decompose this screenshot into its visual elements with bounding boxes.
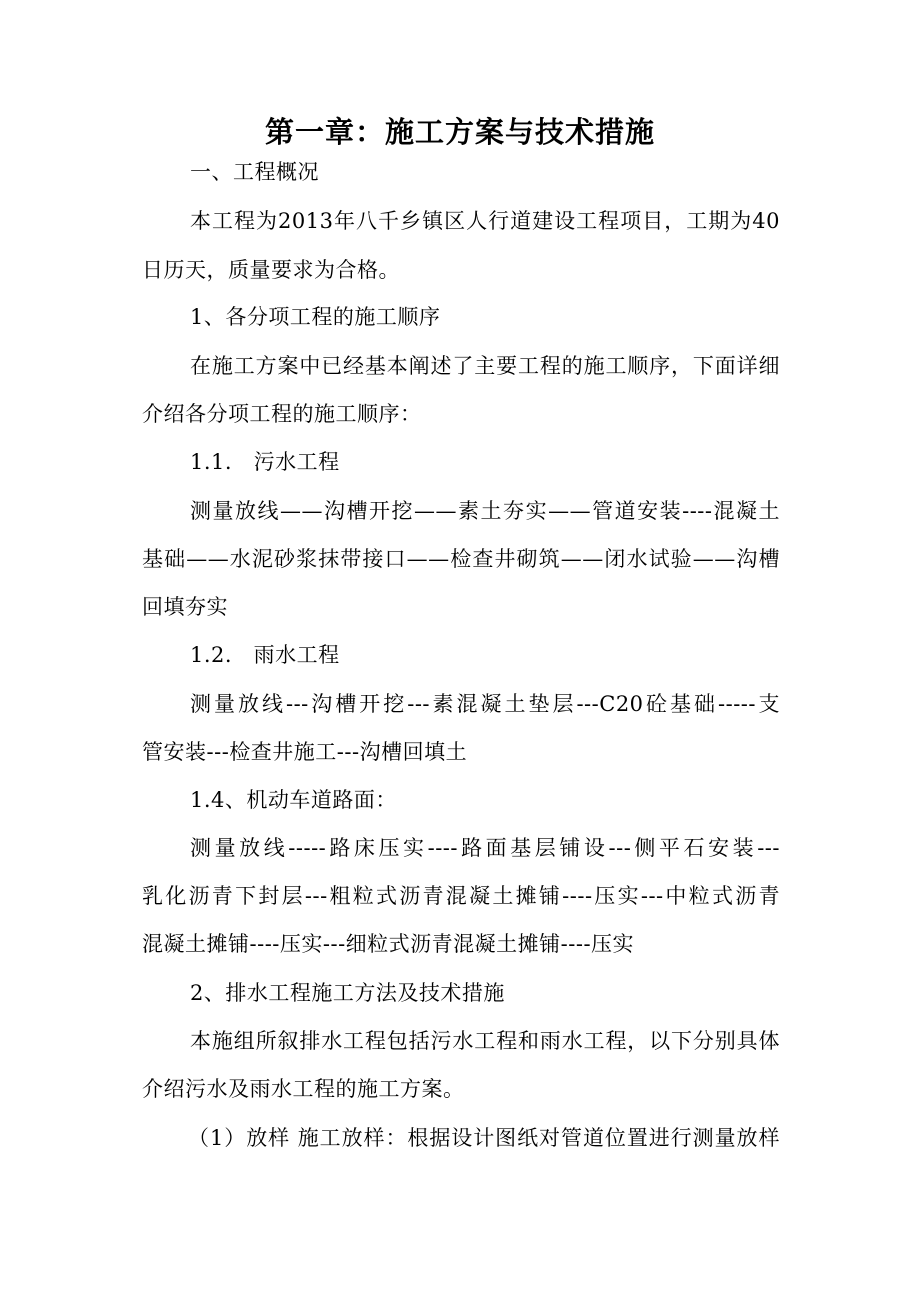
paragraph-line: 测量放线-----路床压实----路面基层铺设---侧平石安装--- (190, 836, 780, 860)
section-heading-drainage: 2、排水工程施工方法及技术措施 (190, 981, 505, 1005)
paragraph-line: 回填夯实 (142, 595, 228, 619)
subsection-heading-sewage: 1.1. 污水工程 (190, 450, 340, 474)
paragraph-line: 基础——水泥砂浆抹带接口——检查井砌筑——闭水试验——沟槽 (142, 547, 780, 571)
paragraph-line: 介绍各分项工程的施工顺序： (142, 402, 422, 426)
paragraph-line: 混凝土摊铺----压实---细粒式沥青混凝土摊铺----压实 (142, 932, 635, 956)
section-heading-sequence: 1、各分项工程的施工顺序 (190, 305, 441, 329)
paragraph-line: 在施工方案中已经基本阐述了主要工程的施工顺序，下面详细 (190, 354, 780, 378)
paragraph-line: 管安装---检查井施工---沟槽回填土 (142, 740, 468, 764)
subsection-heading-roadway: 1.4、机动车道路面： (190, 788, 397, 812)
subsection-heading-rainwater: 1.2. 雨水工程 (190, 643, 340, 667)
paragraph-line: 日历天，质量要求为合格。 (142, 258, 400, 282)
paragraph-line: 本工程为2013年八千乡镇区人行道建设工程项目，工期为40 (190, 209, 780, 233)
paragraph-line: 测量放线——沟槽开挖——素土夯实——管道安装----混凝土 (190, 499, 780, 523)
paragraph-line: 测量放线---沟槽开挖---素混凝土垫层---C20砼基础-----支 (190, 692, 780, 716)
section-heading-overview: 一、工程概况 (190, 160, 319, 184)
paragraph-line: 介绍污水及雨水工程的施工方案。 (142, 1077, 465, 1101)
paragraph-line: （1）放样 施工放样：根据设计图纸对管道位置进行测量放样 (188, 1126, 780, 1150)
paragraph-line: 本施组所叙排水工程包括污水工程和雨水工程，以下分别具体 (190, 1029, 780, 1053)
paragraph-line: 乳化沥青下封层---粗粒式沥青混凝土摊铺----压实---中粒式沥青 (142, 884, 780, 908)
page-title: 第一章：施工方案与技术措施 (264, 115, 655, 149)
